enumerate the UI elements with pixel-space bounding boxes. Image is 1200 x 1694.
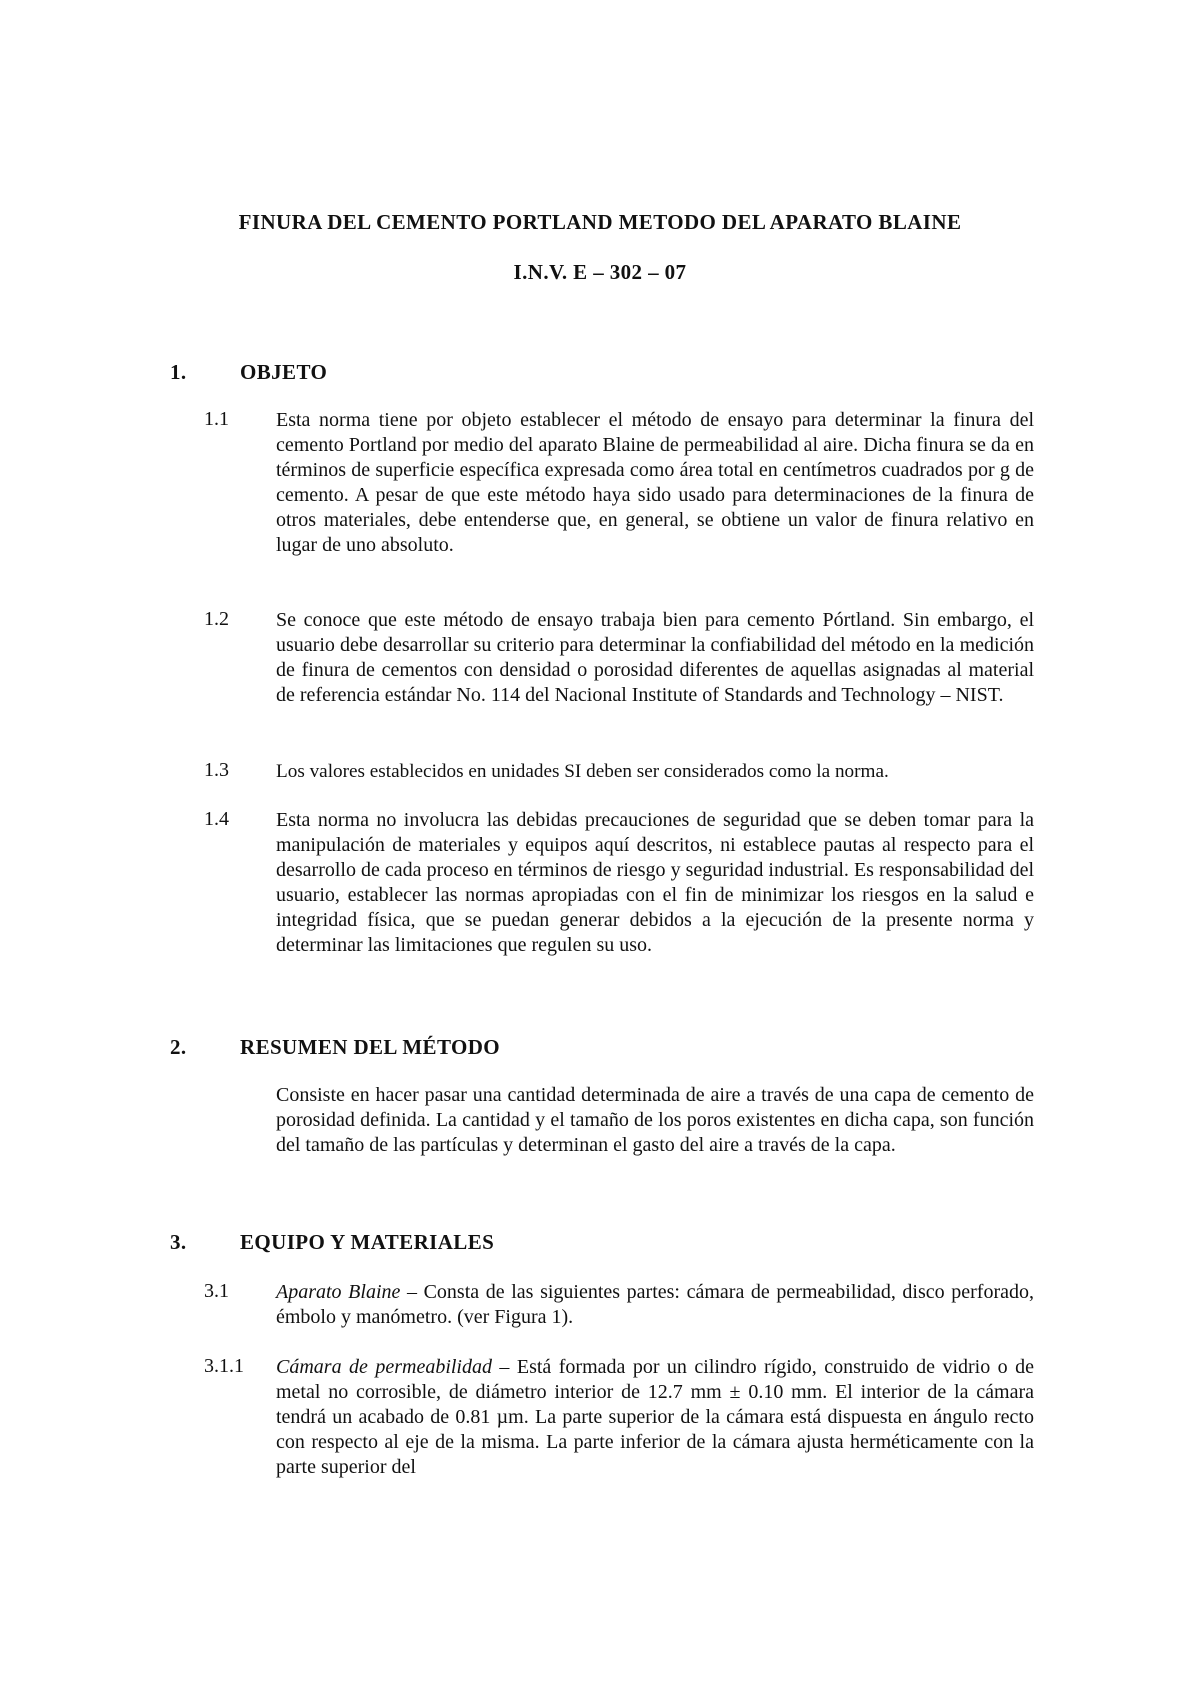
- item-number-3-1: 3.1: [204, 1280, 229, 1302]
- section-number: 1.: [170, 360, 187, 384]
- item-number-1-3: 1.3: [204, 759, 229, 781]
- paragraph-3-1-text: – Consta de las siguientes partes: cámara de permeabilidad, disco perforado, émbolo y manómetro. (ver Figura 1).: [276, 1281, 1034, 1328]
- paragraph-1-2: Se conoce que este método de ensayo trabaja bien para cemento Pórtland. Sin embargo, el usuario debe desarrollar su criterio para determinar la confiabilidad del método en la medición de finura de cementos con densidad o porosidad diferentes de aquellas asignadas al material de referencia estándar No. 114 del Nacional Institute of Standards and Technology – NIST.: [276, 609, 1034, 706]
- term-aparato-blaine: Aparato Blaine: [276, 1281, 401, 1303]
- item-number-1-1: 1.1: [204, 408, 229, 430]
- document-code: I.N.V. E – 302 – 07: [513, 260, 687, 284]
- section-heading-objeto: [170, 360, 327, 385]
- item-number-1-2: 1.2: [204, 608, 229, 630]
- paragraph-1-1: Esta norma tiene por objeto establecer el método de ensayo para determinar la finura del cemento Portland por medio del aparato Blaine de permeabilidad al aire. Dicha finura se da en términos de superficie específica expresada como área total en centímetros cuadrados por g de cemento. A pesar de que este método haya sido usado para determinaciones de la finura de otros materiales, debe entenderse que, en general, se obtiene un valor de finura relativo en lugar de uno absoluto.: [276, 409, 1034, 556]
- document-title: FINURA DEL CEMENTO PORTLAND METODO DEL APARATO BLAINE: [238, 210, 962, 234]
- item-number-1-4: 1.4: [204, 808, 229, 830]
- section-number: 2.: [170, 1035, 187, 1059]
- section-title: OBJETO: [240, 360, 328, 384]
- paragraph-3-1-1-text: – Está formada por un cilindro rígido, construido de vidrio o de metal no corrosible, de diámetro interior de 12.7 mm ± 0.10 mm. El interior de la cámara tendrá un acabado de 0.81 µm. La parte superior de la cámara está dispuesta en ángulo recto con respecto al eje de la misma. La parte inferior de la cámara ajusta herméticamente con la parte superior del: [276, 1356, 1034, 1478]
- paragraph-1-4: Esta norma no involucra las debidas precauciones de seguridad que se deben tomar para la manipulación de materiales y equipos aquí descritos, ni establece pautas al respecto para el desarrollo de cada proceso en términos de riesgo y seguridad industrial. Es responsabilidad del usuario, establecer las normas apropiadas con el fin de minimizar los riesgos en la salud e integridad física, que se puedan generar debidos a la ejecución de la presente norma y determinar las limitaciones que regulen su uso.: [276, 809, 1034, 956]
- item-number-3-1-1: 3.1.1: [204, 1355, 244, 1377]
- section-heading-equipo: [170, 1230, 494, 1255]
- paragraph-3-1-1: [276, 1355, 1034, 1480]
- paragraph-1-3: Los valores establecidos en unidades SI deben ser considerados como la norma.: [276, 761, 889, 782]
- section-title: RESUMEN DEL MÉTODO: [240, 1035, 501, 1059]
- paragraph-3-1: [276, 1280, 1034, 1330]
- section-number: 3.: [170, 1230, 187, 1254]
- paragraph-2: Consiste en hacer pasar una cantidad determinada de aire a través de una capa de cemento de porosidad definida. La cantidad y el tamaño de los poros existentes en dicha capa, son función del tamaño de las partículas y determinan el gasto del aire a través de la capa.: [276, 1084, 1034, 1156]
- term-camara-permeabilidad: Cámara de permeabilidad: [276, 1356, 492, 1378]
- section-title: EQUIPO Y MATERIALES: [240, 1230, 495, 1254]
- section-heading-resumen: [170, 1035, 500, 1060]
